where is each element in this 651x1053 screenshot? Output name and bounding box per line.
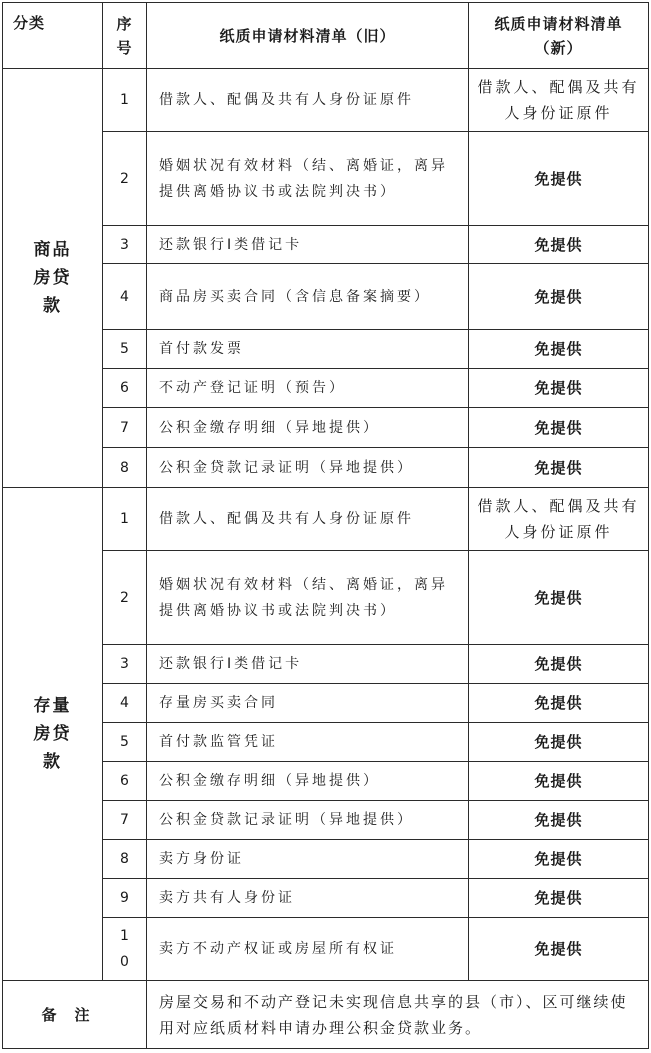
row-number-text: 8 (120, 459, 129, 476)
row-number (103, 330, 147, 369)
new-material: 免提供 (469, 840, 649, 879)
new-material: 免提供 (469, 645, 649, 684)
row-number-text: 5 (120, 734, 129, 750)
old-material: 商品房买卖合同（含信息备案摘要） (147, 264, 469, 330)
header-new: 纸质申请材料清单（新） (469, 3, 649, 69)
old-material: 不动产登记证明（预告） (147, 369, 469, 408)
new-material: 免提供 (469, 330, 649, 369)
row-number-text: 1 (120, 511, 129, 527)
new-material: 免提供 (469, 408, 649, 448)
old-material: 借款人、配偶及共有人身份证原件 (147, 488, 469, 551)
note-text: 房屋交易和不动产登记未实现信息共享的县（市）、区可继续使用对应纸质材料申请办理公积金贷款业务。 (147, 981, 649, 1049)
row-number-text: 7 (120, 419, 129, 436)
row-number (103, 762, 147, 801)
old-material: 首付款监管凭证 (147, 723, 469, 762)
old-material: 婚姻状况有效材料（结、离婚证，离异提供离婚协议书或法院判决书） (147, 551, 469, 645)
header-old: 纸质申请材料清单（旧） (147, 3, 469, 69)
new-material: 免提供 (469, 723, 649, 762)
old-material: 卖方不动产权证或房屋所有权证 (147, 918, 469, 981)
row-number (103, 918, 147, 981)
row-number-text: 6 (120, 380, 129, 396)
row-number-text: 4 (120, 695, 129, 711)
row-number-text: 7 (120, 812, 129, 828)
row-number (103, 408, 147, 448)
row-number (103, 551, 147, 645)
row-number (103, 488, 147, 551)
old-material: 公积金贷款记录证明（异地提供） (147, 801, 469, 840)
table-row (3, 488, 649, 551)
new-material: 借款人、配偶及共有人身份证原件 (469, 488, 649, 551)
row-number (103, 448, 147, 488)
row-number-text: 9 (120, 890, 129, 906)
row-number (103, 645, 147, 684)
header-category: 分类 (3, 3, 103, 69)
row-number-text: 4 (120, 288, 129, 305)
row-number-text: 1 (120, 92, 129, 108)
new-material: 免提供 (469, 879, 649, 918)
new-material: 免提供 (469, 226, 649, 264)
new-material: 免提供 (469, 264, 649, 330)
old-material: 公积金缴存明细（异地提供） (147, 762, 469, 801)
materials-table (2, 2, 649, 1049)
row-number (103, 840, 147, 879)
category-cell: 存量房贷款 (3, 488, 103, 981)
row-number-text: 5 (120, 341, 129, 357)
row-number (103, 369, 147, 408)
row-number-text: 2 (120, 589, 129, 606)
row-number (103, 264, 147, 330)
row-number-text: 6 (120, 773, 129, 789)
old-material: 婚姻状况有效材料（结、离婚证，离异提供离婚协议书或法院判决书） (147, 132, 469, 226)
new-material: 免提供 (469, 448, 649, 488)
old-material: 首付款发票 (147, 330, 469, 369)
old-material: 还款银行I类借记卡 (147, 645, 469, 684)
new-material: 免提供 (469, 762, 649, 801)
row-number (103, 723, 147, 762)
header-seq: 序号 (103, 3, 147, 69)
new-material: 免提供 (469, 801, 649, 840)
new-material: 免提供 (469, 369, 649, 408)
header-row (3, 3, 649, 69)
row-number (103, 879, 147, 918)
old-material: 存量房买卖合同 (147, 684, 469, 723)
row-number (103, 226, 147, 264)
row-number-text: 2 (120, 170, 129, 187)
new-material: 免提供 (469, 918, 649, 981)
row-number (103, 684, 147, 723)
row-number (103, 132, 147, 226)
table-row (3, 69, 649, 132)
old-material: 借款人、配偶及共有人身份证原件 (147, 69, 469, 132)
new-material: 借款人、配偶及共有人身份证原件 (469, 69, 649, 132)
old-material: 卖方身份证 (147, 840, 469, 879)
old-material: 还款银行I类借记卡 (147, 226, 469, 264)
note-row (3, 981, 649, 1049)
row-number-text: 3 (120, 656, 129, 672)
category-cell: 商品房贷款 (3, 69, 103, 488)
old-material: 卖方共有人身份证 (147, 879, 469, 918)
new-material: 免提供 (469, 551, 649, 645)
new-material: 免提供 (469, 132, 649, 226)
row-number-text: 3 (120, 236, 129, 253)
row-number (103, 69, 147, 132)
note-label: 备注 (3, 981, 147, 1049)
old-material: 公积金贷款记录证明（异地提供） (147, 448, 469, 488)
new-material: 免提供 (469, 684, 649, 723)
row-number-text: 8 (120, 851, 129, 867)
row-number-text: 10 (120, 928, 129, 970)
old-material: 公积金缴存明细（异地提供） (147, 408, 469, 448)
row-number (103, 801, 147, 840)
